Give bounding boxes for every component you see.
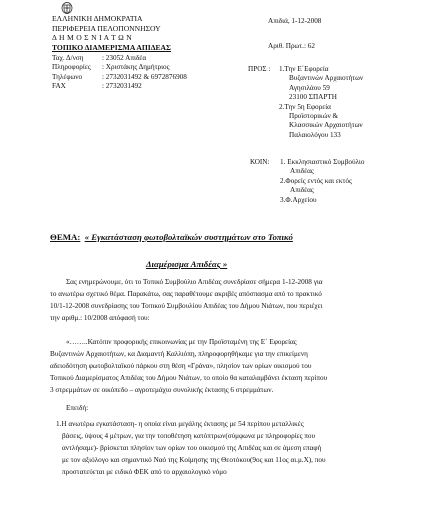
body-line: Τοπικού Διαμερίσματος Απιδέας του Δήμου Νιάτων, το οποίο θα καταλαμβάνει έκταση περίπου (50, 374, 328, 383)
body-line: Σας ενημερώνουμε, ότι το Τοπικό Συμβούλιο Απιδέας συνεδρίασε σήμερα 1-12-2008 για (66, 278, 323, 286)
body-line: 1.Η ανωτέρω εγκατάσταση- η οποία είναι μεγάλης έκτασης με 54 περίπου μεταλλικές (56, 420, 304, 428)
recipient-line: Βυζαντινών Αρχαιοτήτων (289, 74, 364, 83)
recipient-line: Αγησιλάου 59 (289, 83, 330, 92)
header-line-region: ΠΕΡΙΦΕΡΕΙΑ ΠΕΛΟΠΟΝΝΗΣΟΥ (52, 23, 161, 33)
contact-row: FAX : 2732031492 (52, 82, 142, 91)
recipient-line: Προϊστορικών & (289, 112, 339, 121)
subject-block (50, 224, 380, 278)
since-heading: Επειδή: (66, 404, 89, 412)
list-item (56, 418, 395, 478)
body-line: την αριθμ.: 10/2008 απόφασή του: (50, 314, 150, 323)
contact-row: Τηλέφωνο : 2732031492 & 6972876908 (52, 72, 187, 81)
header-line-district: ΤΟΠΙΚΟ ΔΙΑΜΕΡΙΣΜΑ ΑΠΙΔΕΑΣ (52, 42, 171, 52)
subject-label: ΘΕΜΑ: (50, 232, 81, 242)
body-line: 10/1-12-2008 συνεδρίασης του Τοπικού Συμβουλίου Απιδέας του Δήμου Νιάτων, που περιέχει (50, 302, 323, 311)
body-line: με τον αξιόλογο και σημαντικό Ναό της Κοίμησης της Θεοτόκου(9ος και 11ος αι.μ.Χ), που (62, 456, 326, 465)
cc-line: 1. Εκκλησιαστικό Συμβούλιο (280, 158, 365, 166)
contact-row: Ταχ. Δ/νση : 23052 Απιδέα (52, 54, 147, 62)
contact-block (52, 54, 187, 92)
body-line: 3 στρεμμάτων σε οικόπεδο – αγροτεμάχιο συνολικής έκτασης 6 στρεμμάτων. (50, 386, 274, 395)
to-label: ΠΡΟΣ : (248, 65, 271, 73)
body-line: αντλήσαμε)- βρίσκεται πλησίον των ορίων του οικισμού της Απιδέας και σε άμεση επαφή (62, 444, 322, 453)
recipient-line: 1.Την Ε΄Εφορεία (279, 65, 329, 73)
place-date: Απιδιά, 1-12-2008 (268, 17, 322, 25)
header-line-country: ΕΛΛΗΝΙΚΗ ΔΗΜΟΚΡΑΤΙΑ (52, 14, 143, 23)
header-block (52, 14, 171, 52)
contact-row: Πληροφορίες : Χριστάκης Δημήτριος (52, 63, 170, 72)
body-line: αδειοδότηση φωτοβολταϊκού πάρκου στη θέση «Γράνα», πλησίον των ορίων οικισμού του (50, 362, 312, 371)
body-line: βάσεις, ύψους 4 μέτρων, για την τοποθέτηση κατόπτρων(σύμφωνα με πληροφορίες που (62, 432, 316, 441)
recipient-line: 23100 ΣΠΑΡΤΗ (289, 93, 337, 102)
recipient-line: 2.Την 5η Εφορεία (279, 102, 331, 111)
body-line: «……..Κατόπιν προφορικής επικοινωνίας με την Προϊσταμένη της Ε΄ Εφορείας (66, 338, 297, 346)
cc-line: Απιδέας (290, 167, 314, 176)
cc-line: Απιδέας (290, 186, 314, 195)
recipients-list (279, 65, 363, 140)
subject-title-line1: « Εγκατάσταση φωτοβολταϊκών συστημάτων στο Τοπικό (84, 232, 293, 242)
cc-line: 3.Φ.Αρχείου (280, 195, 317, 204)
header-line-municipality: Δ Η Μ Ο Σ Ν Ι Α Τ Ω Ν (52, 33, 133, 43)
body-paragraph-2 (50, 336, 395, 396)
body-line: προστατεύεται με ειδικό ΦΕΚ από το αρχαιολογικό νόμο (62, 468, 227, 477)
cc-list (280, 158, 364, 205)
subject-title-line2: Διαμέρισμα Απιδέας » (146, 259, 228, 269)
recipient-line: Παλαιολόγου 133 (289, 130, 341, 139)
greek-emblem-icon (61, 2, 73, 14)
body-paragraph-1 (50, 276, 395, 324)
recipient-line: Κλασσικών Αρχαιοτήτων (289, 121, 363, 130)
protocol-number: Αριθ. Πρωτ.: 62 (268, 42, 315, 50)
cc-label: ΚΟΙΝ: (250, 158, 270, 166)
cc-line: 2.Φορείς εντός και εκτός (280, 176, 352, 185)
body-line: το ανωτέρω σχετικό θέμα. Παρακάτω, σας παραθέτουμε ακριβές απόσπασμα από το πρακτικό (50, 290, 322, 299)
body-line: Βυζαντινών Αρχαιοτήτων, κα Διαμαντή Καλλιόπη, πληροφορηθήκαμε για την επικείμενη (50, 350, 308, 359)
